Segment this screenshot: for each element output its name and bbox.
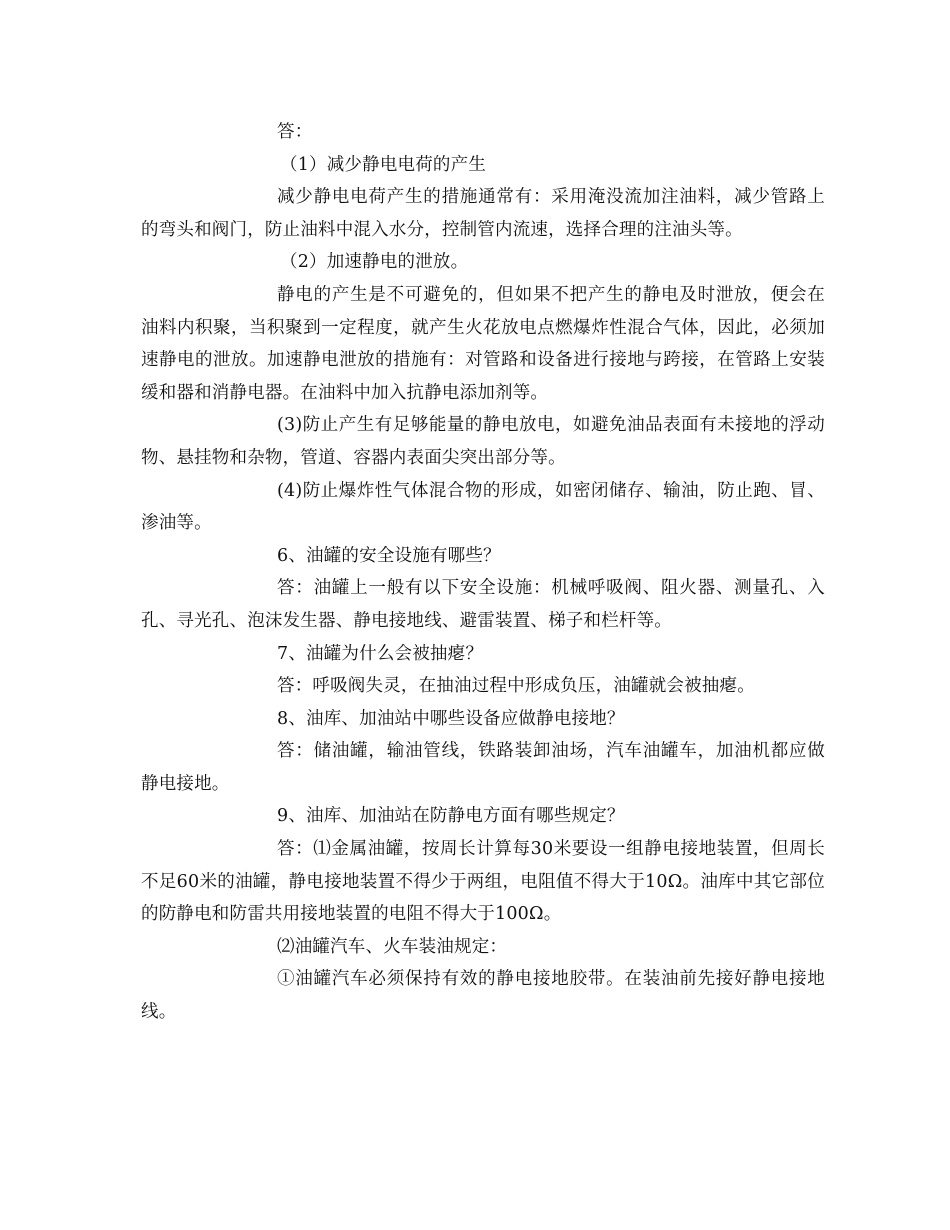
answer-7: 答：呼吸阀失灵，在抽油过程中形成负压，油罐就会被抽瘪。 bbox=[277, 676, 755, 697]
answer-heading: 答： bbox=[277, 122, 313, 142]
question-9: 9、油库、加油站在防静电方面有哪些规定？ bbox=[277, 806, 625, 827]
question-8: 8、油库、加油站中哪些设备应做静电接地？ bbox=[277, 708, 625, 729]
answer-9: 答：⑴金属油罐，按周长计算每30米要设一组静电接地装置，但周长不足60米的油罐，静电接地装置不得少于两组，电阻值不得大于10Ω。油库中其它部位的防静电和防雷共用接地装置的电阻不得大于100Ω。 bbox=[141, 839, 825, 925]
answer-6: 答：油罐上一般有以下安全设施：机械呼吸阀、阻火器、测量孔、入孔、寻光孔、泡沫发生器、静电接地线、避雷装置、梯子和栏杆等。 bbox=[141, 578, 825, 631]
paragraph-prevent-discharge: (3)防止产生有足够能量的静电放电，如避免油品表面有未接地的浮动物、悬挂物和杂物，管道、容器内表面尖突出部分等。 bbox=[141, 415, 825, 468]
rule-tanker-grounding: ①油罐汽车必须保持有效的静电接地胶带。在装油前先接好静电接地线。 bbox=[141, 969, 825, 1023]
paragraph-reduce-charge: 减少静电电荷产生的措施通常有：采用淹没流加注油料，减少管路上的弯头和阀门，防止油料中混入水分，控制管内流速，选择合理的注油头等。 bbox=[141, 187, 825, 240]
document-body bbox=[141, 116, 825, 1029]
question-7: 7、油罐为什么会被抽瘪？ bbox=[277, 643, 484, 664]
question-6: 6、油罐的安全设施有哪些？ bbox=[277, 545, 501, 566]
answer-8: 答：储油罐，输油管线，铁路装卸油场，汽车油罐车，加油机都应做静电接地。 bbox=[141, 741, 825, 794]
paragraph-accelerate-discharge: 静电的产生是不可避免的，但如果不把产生的静电及时泄放，便会在油料内积聚，当积聚到一定程度，就产生火花放电点燃爆炸性混合气体，因此，必须加速静电的泄放。加速静电泄放的措施有：对管路和设备进行接地与跨接，在管路上安装缓和器和消静电器。在油料中加入抗静电添加剂等。 bbox=[141, 284, 825, 403]
paragraph-prevent-mixture: (4)防止爆炸性气体混合物的形成，如密闭储存、输油，防止跑、冒、渗油等。 bbox=[141, 480, 825, 534]
subheading-accelerate-discharge: （2）加速静电的泄放。 bbox=[280, 252, 469, 273]
rule-tanker-loading: ⑵油罐汽车、火车装油规定： bbox=[277, 936, 508, 957]
subheading-reduce-charge: （1）减少静电电荷的产生 bbox=[280, 154, 487, 175]
